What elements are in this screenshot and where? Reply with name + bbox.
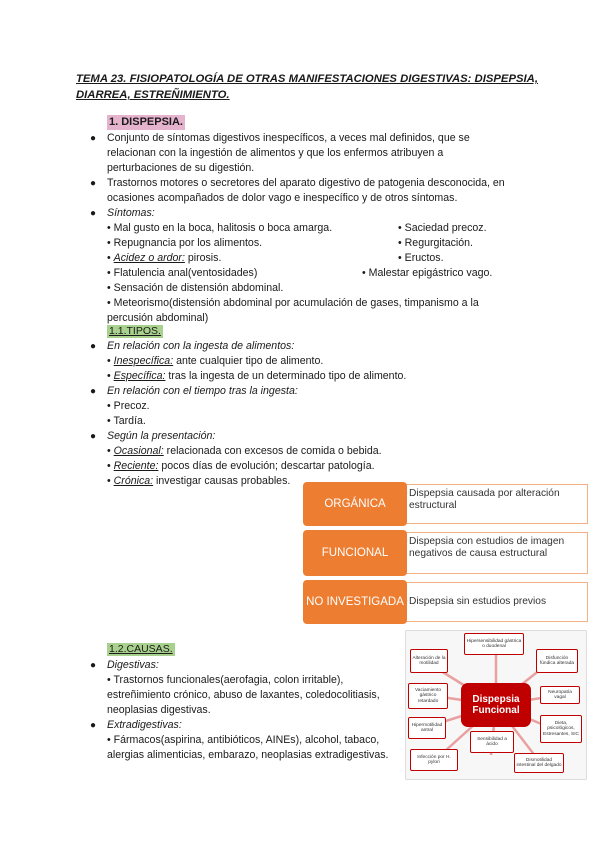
diagram-node: Dismotilidad intestinal del delgado <box>514 753 564 773</box>
tipo-item: • Tardía. <box>107 415 146 427</box>
diagram-node: Neuropatía vagal <box>540 686 580 704</box>
diagram-node: Sensibilidad a ácido <box>470 731 514 753</box>
intro-line: Conjunto de síntomas digestivos inespecíficos, a veces mal definidos, que se <box>107 132 470 144</box>
bullet-icon: ● <box>90 431 97 442</box>
symptom-item: • Sensación de distensión abdominal. <box>107 282 284 294</box>
section-heading-tipos: 1.1.TIPOS. <box>109 325 161 337</box>
intro-line: ocasiones acompañados de dolor vago e inespecífico y de otros síntomas. <box>107 192 458 204</box>
symptom-item: • Acidez o ardor: pirosis. <box>107 252 222 264</box>
diagram-node: Disfunción fúndica alterada <box>536 649 578 673</box>
tipos-presentacion-label: Según la presentación: <box>107 430 216 442</box>
causa-line: neoplasias digestivas. <box>107 704 211 716</box>
intro-line: Trastornos motores o secretores del aparato digestivo de patogenia desconocida, en <box>107 177 505 189</box>
diagram-node: Dieta, psicológicos, Estresantes, SIC <box>540 715 582 743</box>
symptom-item: • Repugnancia por los alimentos. <box>107 237 263 249</box>
page-title: TEMA 23. FISIOPATOLOGÍA DE OTRAS MANIFESTACIONES DIGESTIVAS: DISPEPSIA, DIARREA, ESTREÑIMIENTO. <box>76 73 538 101</box>
causas-digestivas-label: Digestivas: <box>107 659 159 671</box>
section-heading-causas: 1.2.CAUSAS. <box>109 643 173 655</box>
bullet-icon: ● <box>90 660 97 671</box>
causa-line: alergias alimenticias, embarazo, neoplasias extradigestivas. <box>107 749 389 761</box>
classification-box-organica: ORGÁNICA <box>303 482 407 526</box>
bullet-icon: ● <box>90 386 97 397</box>
tipo-item: • Ocasional: relacionada con excesos de comida o bebida. <box>107 445 382 457</box>
intro-line: perturbaciones de su digestión. <box>107 162 255 174</box>
tipo-item: • Precoz. <box>107 400 150 412</box>
symptom-item: • Mal gusto en la boca, halitosis o boca amarga. <box>107 222 333 234</box>
symptom-item: • Regurgitación. <box>398 237 473 249</box>
causa-line: estreñimiento crónico, abuso de laxantes, coledocolitiasis, <box>107 689 380 701</box>
classification-desc-organica: Dispepsia causada por alteración estructural <box>398 484 588 524</box>
tipo-item: • Específica: tras la ingesta de un determinado tipo de alimento. <box>107 370 407 382</box>
causa-line: • Trastornos funcionales(aerofagia, colon irritable), <box>107 674 344 686</box>
tipos-ingesta-label: En relación con la ingesta de alimentos: <box>107 340 295 352</box>
tipo-item: • Reciente: pocos días de evolución; descartar patología. <box>107 460 375 472</box>
tipos-tiempo-label: En relación con el tiempo tras la ingesta: <box>107 385 298 397</box>
classification-box-funcional: FUNCIONAL <box>303 530 407 576</box>
causas-extra-label: Extradigestivas: <box>107 719 182 731</box>
causa-line: • Fármacos(aspirina, antibióticos, AINEs), alcohol, tabaco, <box>107 734 380 746</box>
diagram-node: Infección por H. pylori <box>410 749 458 771</box>
symptom-item: • Malestar epigástrico vago. <box>362 267 493 279</box>
classification-desc-no-investigada: Dispepsia sin estudios previos <box>398 582 588 622</box>
dispepsia-funcional-diagram <box>405 630 587 780</box>
bullet-icon: ● <box>90 720 97 731</box>
sintomas-label: Síntomas: <box>107 207 155 219</box>
symptom-item-cont: percusión abdominal) <box>107 312 209 324</box>
classification-box-no-investigada: NO INVESTIGADA <box>303 580 407 624</box>
diagram-node: Hipermotilidad antral <box>408 717 446 739</box>
tipo-item: • Inespecífica: ante cualquier tipo de alimento. <box>107 355 324 367</box>
classification-desc-funcional: Dispepsia con estudios de imagen negativos de causa estructural <box>398 532 588 574</box>
diagram-node: Hipersensibilidad gástrica o duodenal <box>464 633 524 655</box>
bullet-icon: ● <box>90 208 97 219</box>
diagram-node: Alteración de la motilidad <box>410 649 448 673</box>
symptom-item: • Saciedad precoz. <box>398 222 487 234</box>
symptom-item: • Flatulencia anal(ventosidades) <box>107 267 258 279</box>
bullet-icon: ● <box>90 341 97 352</box>
intro-line: relacionan con la ingestión de alimentos y que los enfermos atribuyen a <box>107 147 444 159</box>
diagram-center: Dispepsia Funcional <box>461 683 531 727</box>
section-heading-dispepsia: 1. DISPEPSIA. <box>109 116 183 128</box>
bullet-icon: ● <box>90 133 97 144</box>
tipo-item: • Crónica: investigar causas probables. <box>107 475 291 487</box>
symptom-item: • Meteorismo(distensión abdominal por acumulación de gases, timpanismo a la <box>107 297 479 309</box>
diagram-node: Vaciamiento gástrico retardado <box>408 683 448 709</box>
bullet-icon: ● <box>90 178 97 189</box>
symptom-item: • Eructos. <box>398 252 444 264</box>
